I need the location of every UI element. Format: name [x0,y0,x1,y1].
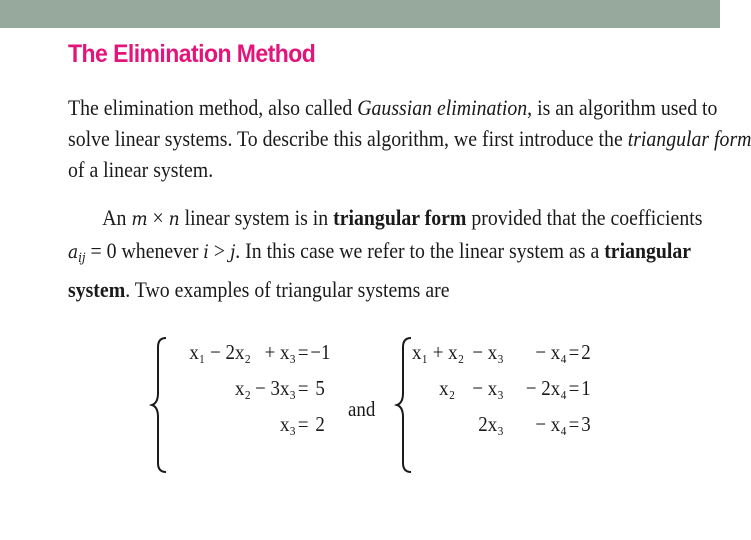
sys1-r3-c1 [170,409,251,439]
sys2-r3-eq: = [568,412,580,436]
sys1-r2-eq: = [297,376,309,400]
sys2-r1-c1: x₁ + x₂ [412,340,465,364]
sys2-r3-c2: 2x₃ [478,412,504,436]
sys2-r1-eq: = [568,340,580,364]
definition-line-3 [68,274,644,305]
triangular-bold-term: triangular [604,238,692,263]
sys1-r3-c2: x₃ [279,412,296,436]
paragraph-definition [68,202,703,305]
sys2-r1-c2: − x₃ [472,340,504,364]
system-2 [412,337,606,439]
paragraph-intro [68,92,751,185]
sys2-r3-rhs: 3 [581,412,591,436]
sys1-r1-rhs: −1 [310,340,331,364]
sys2-r2-eq: = [568,376,580,400]
definition-line-1 [68,202,703,235]
math-a: a [68,241,79,263]
sys2-r1-c3: − x₄ [535,340,567,364]
text-run: The elimination method, also called [68,95,358,120]
math-subscript-ij: ij [78,251,86,266]
intro-line-1 [68,92,718,123]
times-symbol: × [147,205,169,230]
sys1-r1-pad [325,337,356,367]
math-n: n [168,208,180,230]
triangular-systems-example [150,335,620,475]
text-run: , is an algorithm used to [527,95,718,120]
sys2-r2-c2: − x₃ [472,376,504,400]
sys2-r3-c1 [412,409,455,439]
sys1-r1-eq: = [297,340,309,364]
math-j: j [229,241,236,263]
sys2-r2-rhs: 1 [581,376,591,400]
triangular-form-bold-term: triangular form [333,205,467,230]
sys2-r3-c3: − x₄ [535,412,567,436]
sys1-r3-rhs: 2 [315,412,325,436]
greater-than-symbol: > [208,238,230,263]
text-run: An [102,205,132,230]
text-run: . Two examples of triangular systems are [125,277,450,302]
sys1-r3-eq: = [297,412,309,436]
sys1-r2-c2: − 3x₃ [255,376,296,400]
intro-line-3: of a linear system. [68,157,214,182]
gaussian-elimination-term: Gaussian elimination [357,95,528,120]
math-i: i [203,241,209,263]
page-title: The Elimination Method [68,40,316,68]
sys1-r1-c1: x₁ − 2x₂ [189,340,251,364]
system-bold-term: system [68,277,126,302]
intro-line-2 [68,123,751,154]
sys1-r1-c2: + x₃ [264,340,296,364]
text-run: solve linear systems. To describe this algorithm, we first introduce the [68,126,628,151]
math-m: m [131,208,148,230]
left-brace-1 [150,335,170,475]
and-word: and [348,397,376,421]
sys2-r2-c3: − 2x₄ [525,376,567,400]
sys1-r2-c1: x₂ [234,376,251,400]
text-run: provided that the coefficients [466,205,703,230]
top-bar [0,0,720,28]
sys2-r1-rhs: 2 [581,340,591,364]
text-run: linear system is in [179,205,334,230]
sys1-r2-rhs: 5 [315,376,325,400]
text-run: = 0 whenever [85,238,204,263]
sys2-r2-c1: x₂ [439,376,456,400]
system-1 [170,337,355,439]
definition-line-2 [68,235,692,274]
text-run: . In this case we refer to the linear system as a [235,238,605,263]
triangular-form-term: triangular form [627,126,751,151]
